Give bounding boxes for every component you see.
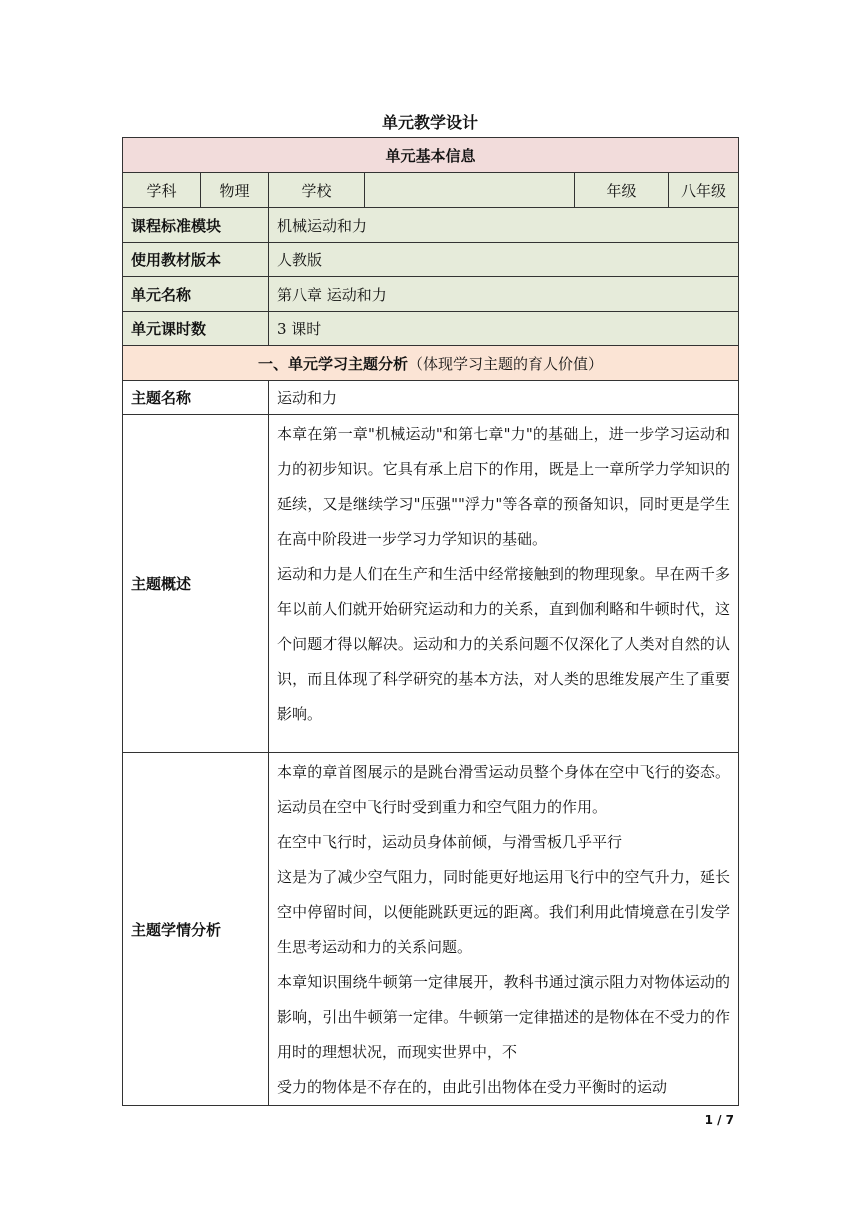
- overview-label: 主题概述: [123, 415, 269, 753]
- info-value: 第八章 运动和力: [269, 277, 739, 312]
- overview-content: [269, 415, 739, 753]
- section1-heading-note: （体现学习主题的育人价值）: [408, 354, 604, 373]
- school-label: 学校: [269, 173, 365, 208]
- info-label: 单元名称: [123, 277, 269, 312]
- subject-row: [123, 173, 739, 208]
- analysis-row: [123, 753, 739, 1106]
- info-value: 3 课时: [269, 312, 739, 346]
- grade-value: 八年级: [669, 173, 739, 208]
- analysis-label: 主题学情分析: [123, 753, 269, 1106]
- analysis-paragraph: 这是为了减少空气阻力，同时能更好地运用飞行中的空气升力，延长空中停留时间，以便能跳跃更远的距离。我们利用此情境意在引发学生思考运动和力的关系问题。: [277, 868, 731, 956]
- unit-design-table: [122, 137, 739, 1106]
- grade-label: 年级: [575, 173, 669, 208]
- topic-name-value: 运动和力: [269, 381, 739, 415]
- info-value: 机械运动和力: [269, 208, 739, 243]
- info-label: 课程标准模块: [123, 208, 269, 243]
- basic-info-header-row: [123, 138, 739, 173]
- info-row: [123, 312, 739, 346]
- page-number: 1 / 7: [704, 1113, 734, 1127]
- overview-row: [123, 415, 739, 753]
- topic-name-label: 主题名称: [123, 381, 269, 415]
- info-label: 单元课时数: [123, 312, 269, 346]
- analysis-content: [269, 753, 739, 1106]
- info-value: 人教版: [269, 243, 739, 277]
- subject-label: 学科: [123, 173, 201, 208]
- info-label: 使用教材版本: [123, 243, 269, 277]
- analysis-paragraph: 受力的物体是不存在的，由此引出物体在受力平衡时的运动: [277, 1078, 668, 1096]
- analysis-paragraph: 在空中飞行时，运动员身体前倾，与滑雪板几乎平行: [277, 833, 623, 851]
- overview-paragraph: 运动和力是人们在生产和生活中经常接触到的物理现象。早在两千多年以前人们就开始研究运动和力的关系，直到伽利略和牛顿时代，这个问题才得以解决。运动和力的关系问题不仅深化了人类对自然的认识，而且体现了科学研究的基本方法，对人类的思维发展产生了重要影响。: [277, 565, 731, 723]
- overview-paragraph: 本章在第一章"机械运动"和第七章"力"的基础上，进一步学习运动和力的初步知识。它具有承上启下的作用，既是上一章所学力学知识的延续，又是继续学习"压强""浮力"等各章的预备知识，同时更是学生在高中阶段进一步学习力学知识的基础。: [277, 425, 731, 548]
- subject-value: 物理: [201, 173, 269, 208]
- topic-name-row: [123, 381, 739, 415]
- section1-heading-text: 一、单元学习主题分析: [258, 354, 409, 373]
- section1-heading: [123, 346, 739, 381]
- analysis-paragraph: 本章的章首图展示的是跳台滑雪运动员整个身体在空中飞行的姿态。运动员在空中飞行时受到重力和空气阻力的作用。: [277, 763, 731, 816]
- section1-header-row: [123, 346, 739, 381]
- document-title: 单元教学设计: [381, 113, 478, 132]
- info-row: [123, 277, 739, 312]
- analysis-paragraph: 本章知识围绕牛顿第一定律展开，教科书通过演示阻力对物体运动的影响，引出牛顿第一定律。牛顿第一定律描述的是物体在不受力的作用时的理想状况，而现实世界中，不: [277, 973, 731, 1061]
- school-value: [365, 173, 575, 208]
- basic-info-header: 单元基本信息: [123, 138, 739, 173]
- info-row: [123, 243, 739, 277]
- info-row: [123, 208, 739, 243]
